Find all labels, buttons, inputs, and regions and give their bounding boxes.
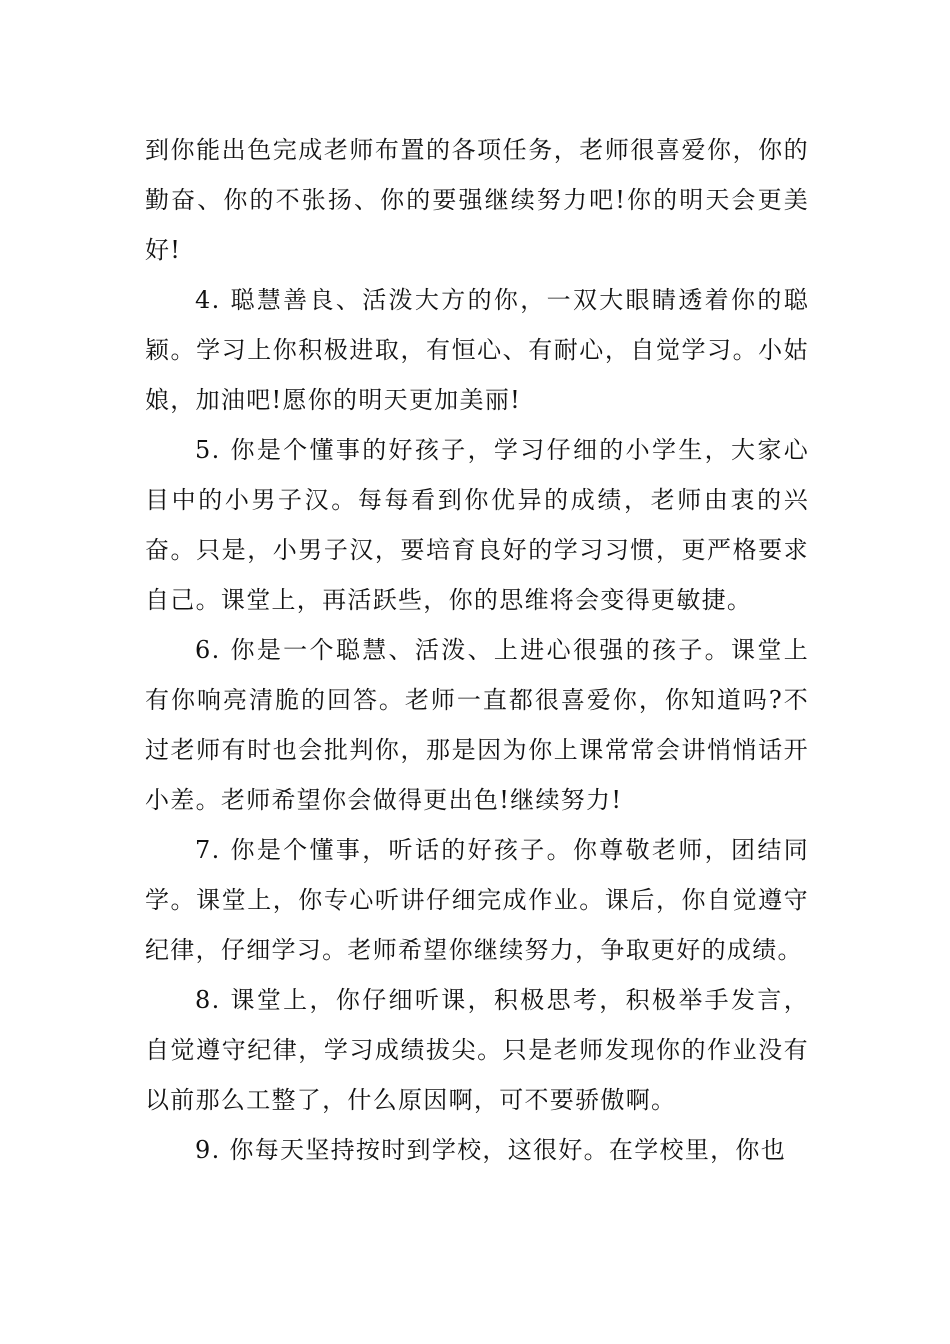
paragraph-item-6: 6. 你是一个聪慧、活泼、上进心很强的孩子。课堂上有你响亮清脆的回答。老师一直都很喜爱你，你知道吗?不过老师有时也会批判你，那是因为你上课常常会讲悄悄话开小差。老师希望你会做得更出色!继续努力! [145,636,809,814]
paragraph-item-9: 9. 你每天坚持按时到学校，这很好。在学校里，你也 [195,1136,787,1164]
paragraph-item-7: 7. 你是个懂事，听话的好孩子。你尊敬老师，团结同学。课堂上，你专心听讲仔细完成作业。课后，你自觉遵守纪律，仔细学习。老师希望你继续努力，争取更好的成绩。 [145,836,809,964]
paragraph-item-8: 8. 课堂上，你仔细听课，积极思考，积极举手发言，自觉遵守纪律，学习成绩拔尖。只是老师发现你的作业没有以前那么工整了，什么原因啊，可不要骄傲啊。 [145,986,809,1114]
paragraph-item-4: 4. 聪慧善良、活泼大方的你，一双大眼睛透着你的聪颖。学习上你积极进取，有恒心、有耐心，自觉学习。小姑娘，加油吧!愿你的明天更加美丽! [145,286,809,414]
document-body [145,125,809,1175]
paragraph-continuation: 到你能出色完成老师布置的各项任务，老师很喜爱你，你的勤奋、你的不张扬、你的要强继续努力吧!你的明天会更美好! [145,136,809,264]
paragraph-item-5: 5. 你是个懂事的好孩子，学习仔细的小学生，大家心目中的小男子汉。每每看到你优异的成绩，老师由衷的兴奋。只是，小男子汉，要培育良好的学习习惯，更严格要求自己。课堂上，再活跃些，你的思维将会变得更敏捷。 [145,436,809,614]
